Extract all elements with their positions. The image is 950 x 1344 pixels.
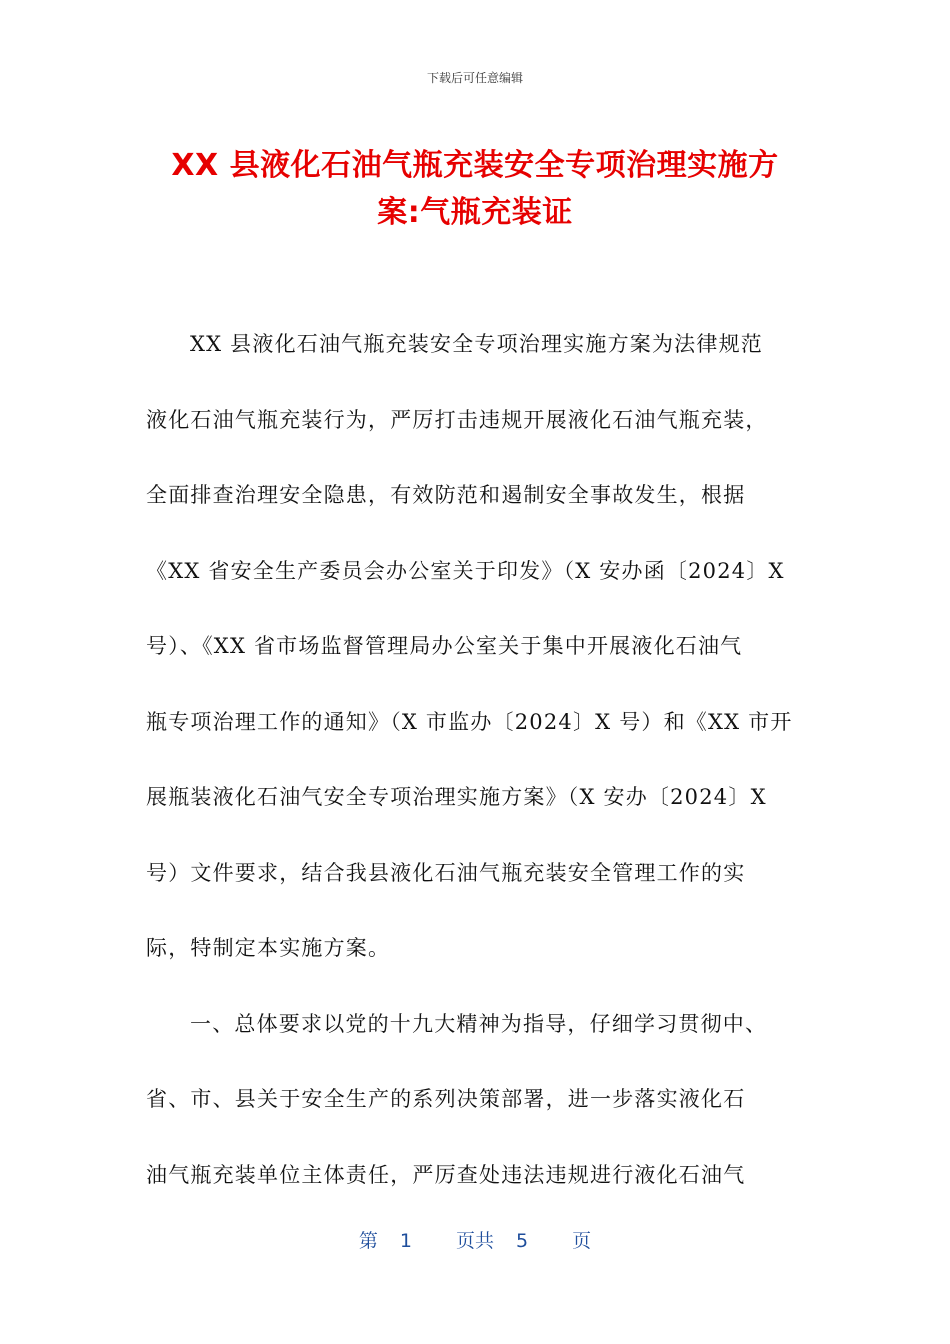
footer-suffix: 页 — [572, 1230, 592, 1252]
title-line-2: 案:气瓶充装证 — [377, 195, 573, 230]
paragraph-line: 际，特制定本实施方案。 — [146, 936, 391, 960]
page-footer — [0, 1226, 950, 1253]
paragraph-line: XX 县液化石油气瓶充装安全专项治理实施方案为法律规范 — [190, 332, 763, 356]
title-line-1: XX 县液化石油气瓶充装安全专项治理实施方 — [171, 148, 779, 183]
paragraph-line: 瓶专项治理工作的通知》（X 市监办〔2024〕X 号）和《XX 市开 — [146, 709, 793, 734]
paragraph-line: 号）文件要求，结合我县液化石油气瓶充装安全管理工作的实 — [146, 860, 746, 885]
paragraph-line: 《XX 省安全生产委员会办公室关于印发》（X 安办函〔2024〕X — [146, 558, 785, 583]
document-body — [146, 324, 806, 1230]
document-title — [120, 142, 830, 236]
header-note: 下载后可任意编辑 — [426, 71, 523, 85]
paragraph-intro — [146, 324, 806, 1004]
footer-total-pages: 5 — [516, 1230, 529, 1252]
paragraph-line: 展瓶装液化石油气安全专项治理实施方案》（X 安办〔2024〕X — [146, 785, 767, 809]
paragraph-line: 号）、《XX 省市场监督管理局办公室关于集中开展液化石油气 — [146, 634, 743, 658]
paragraph-line: 全面排查治理安全隐患，有效防范和遏制安全事故发生，根据 — [146, 483, 746, 507]
paragraph-line: 省、市、县关于安全生产的系列决策部署，进一步落实液化石 — [146, 1087, 746, 1111]
footer-middle: 页共 — [455, 1230, 494, 1252]
paragraph-general-requirements — [146, 1004, 806, 1231]
paragraph-line: 液化石油气瓶充装行为，严厉打击违规开展液化石油气瓶充装， — [146, 407, 768, 432]
footer-current-page: 1 — [399, 1230, 412, 1252]
paragraph-line: 油气瓶充装单位主体责任，严厉查处违法违规进行液化石油气 — [146, 1162, 746, 1187]
footer-prefix: 第 — [358, 1230, 378, 1252]
paragraph-line: 一、总体要求以党的十九大精神为指导，仔细学习贯彻中、 — [190, 1011, 768, 1036]
